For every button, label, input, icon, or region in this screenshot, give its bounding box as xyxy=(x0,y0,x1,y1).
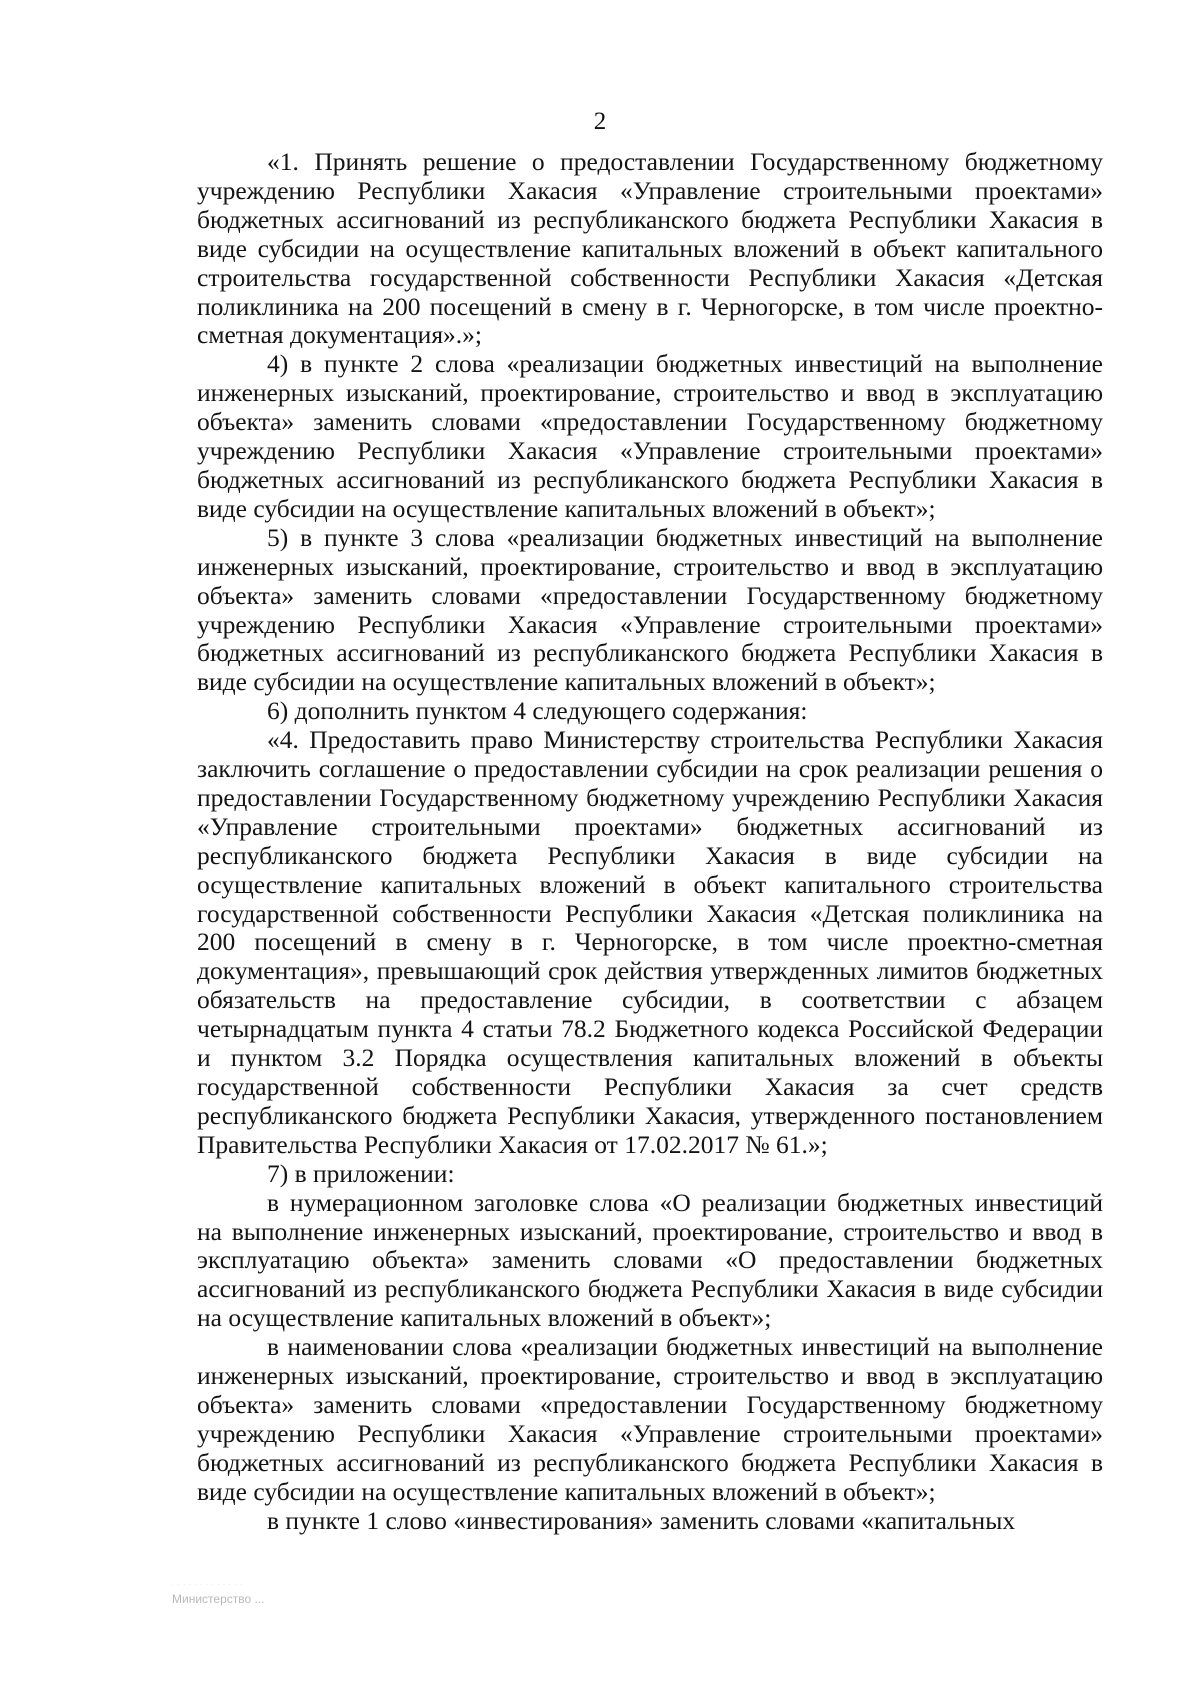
page-number: 2 xyxy=(593,108,607,135)
paragraph-title-change: в наименовании слова «реализации бюджетных инвестиций на выполнение инженерных изысканий, проектирование, строительство и ввод в эксплуатацию объекта» заменить словами «предоставлении Государственному бюджетному учреждению Республики Хакасия «Управление строительными проектами» бюджетных ассигнований из республиканского бюджета Республики Хакасия в виде субсидии на осуществление капитальных вложений в объект»; xyxy=(197,1332,1103,1506)
stamp-line-1: · · · · · · · · · · · · · xyxy=(172,1582,243,1588)
stamp-line-2: Министерство ... xyxy=(172,1592,265,1606)
paragraph-numbering-header: в нумерационном заголовке слова «О реализации бюджетных инвестиций на выполнение инженерных изысканий, проектирование, строительство и ввод в эксплуатацию объекта» заменить словами «О предоставлении бюджетных ассигнований из республиканского бюджета Республики Хакасия в виде субсидии на осуществление капитальных вложений в объект»; xyxy=(197,1187,1103,1333)
paragraph-item-5: 5) в пункте 3 слова «реализации бюджетных инвестиций на выполнение инженерных изысканий, проектирование, строительство и ввод в эксплуатацию объекта» заменить словами «предоставлении Государственному бюджетному учреждению Республики Хакасия «Управление строительными проектами» бюджетных ассигнований из республиканского бюджета Республики Хакасия в виде субсидии на осуществление капитальных вложений в объект»; xyxy=(197,522,1103,697)
paragraph-clause-4: «4. Предоставить право Министерству строительства Республики Хакасия заключить соглашение о предоставлении субсидии на срок реализации решения о предоставлении Государственному бюджетному учреждению Республики Хакасия «Управление строительными проектами» бюджетных ассигнований из республиканского бюджета Республики Хакасия в виде субсидии на осуществление капитальных вложений в объект капитального строительства государственной собственности Республики Хакасия «Детская поликлиника на 200 посещений в смену в г. Черногорске, в том числе проектно-сметная документация», превышающий срок действия утвержденных лимитов бюджетных обязательств на предоставление субсидии, в соответствии с абзацем четырнадцатым пункта 4 статьи 78.2 Бюджетного кодекса Российской Федерации и пунктом 3.2 Порядка осуществления капитальных вложений в объекты государственной собственности Республики Хакасия за счет средств республиканского бюджета Республики Хакасия, утвержденного постановлением Правительства Республики Хакасия от 17.02.2017 № 61.»; xyxy=(197,725,1103,1159)
paragraph-item-4: 4) в пункте 2 слова «реализации бюджетных инвестиций на выполнение инженерных изысканий, проектирование, строительство и ввод в эксплуатацию объекта» заменить словами «предоставлении Государственному бюджетному учреждению Республики Хакасия «Управление строительными проектами» бюджетных ассигнований из республиканского бюджета Республики Хакасия в виде субсидии на осуществление капитальных вложений в объект»; xyxy=(197,349,1103,523)
paragraph-item-7: 7) в приложении: xyxy=(267,1158,455,1188)
paragraph-item-6: 6) дополнить пунктом 4 следующего содержания: xyxy=(267,696,808,726)
paragraph-clause-1: «1. Принять решение о предоставлении Государственному бюджетному учреждению Республики Хакасия «Управление строительными проектами» бюджетных ассигнований из республиканского бюджета Республики Хакасия в виде субсидии на осуществление капитальных вложений в объект капитального строительства государственной собственности Республики Хакасия «Детская поликлиника на 200 посещений в смену в г. Черногорске, в том числе проектно-сметная документация».»; xyxy=(197,147,1103,350)
faded-stamp xyxy=(172,1578,264,1606)
document-body xyxy=(197,148,1103,1536)
paragraph-point-1: в пункте 1 слово «инвестирования» заменить словами «капитальных xyxy=(267,1505,1016,1535)
